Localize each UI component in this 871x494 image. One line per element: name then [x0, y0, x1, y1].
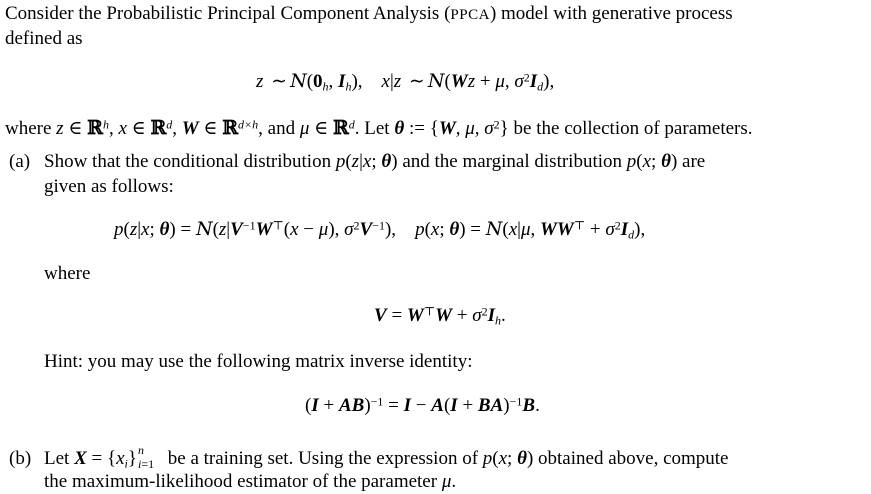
ppca-abbrev: PPCA — [450, 7, 490, 23]
equation-generative: z ∼ $N(0_h$, $I_h$), x|z ∼ N(Wz + μ, $\sigma^2I_d$), — [256, 70, 555, 94]
part-a-hint: Hint: you may use the following matrix inverse identity: — [44, 351, 473, 372]
intro-line-1: Consider the Probabilistic Principal Component Analysis (PPCA) model with generative process — [5, 3, 733, 24]
part-b-label: (b) — [9, 448, 32, 469]
where-clause: where z ∈ ℝ$^h$, x ∈ ℝ$^d$, W ∈ ℝ$^{d\times h}$, and μ ∈ ℝ$^d$. Let θ := {W, μ, $\sigma^2$} be the collection of parameters. — [5, 117, 753, 139]
part-a-line-1: Show that the conditional distribution p(z|x; θ) and the marginal distribution p(x; θ) are — [44, 151, 706, 172]
part-b-line-2: the maximum-likelihood estimator of the parameter μ. — [44, 471, 457, 492]
equation-v: $V = W^⊤W + \sigma^2I_h$. — [374, 304, 506, 328]
equation-posterior-marginal: p(z|x; $\theta) = N(z|V^{-1}W^⊤(x - \mu)$, $\sigma^2V^{-1}$), p(x; θ) = N(x|μ, $WW^⊤ + \sigma^2I_d$), — [114, 218, 646, 242]
part-a-label: (a) — [9, 151, 31, 172]
part-a-where: where — [44, 263, 91, 284]
part-b-line-1: Let $X = \{x_i\}$ n i=1 be a training set. Using the expression of p(x; θ) obtained above, compute — [44, 443, 729, 471]
part-a-line-2: given as follows: — [44, 176, 174, 197]
intro-line-2: defined as — [5, 28, 83, 49]
equation-inverse-identity: (I + AB)$^{-1}$ = I − A(I + BA)$^{-1}$B. — [305, 394, 540, 416]
